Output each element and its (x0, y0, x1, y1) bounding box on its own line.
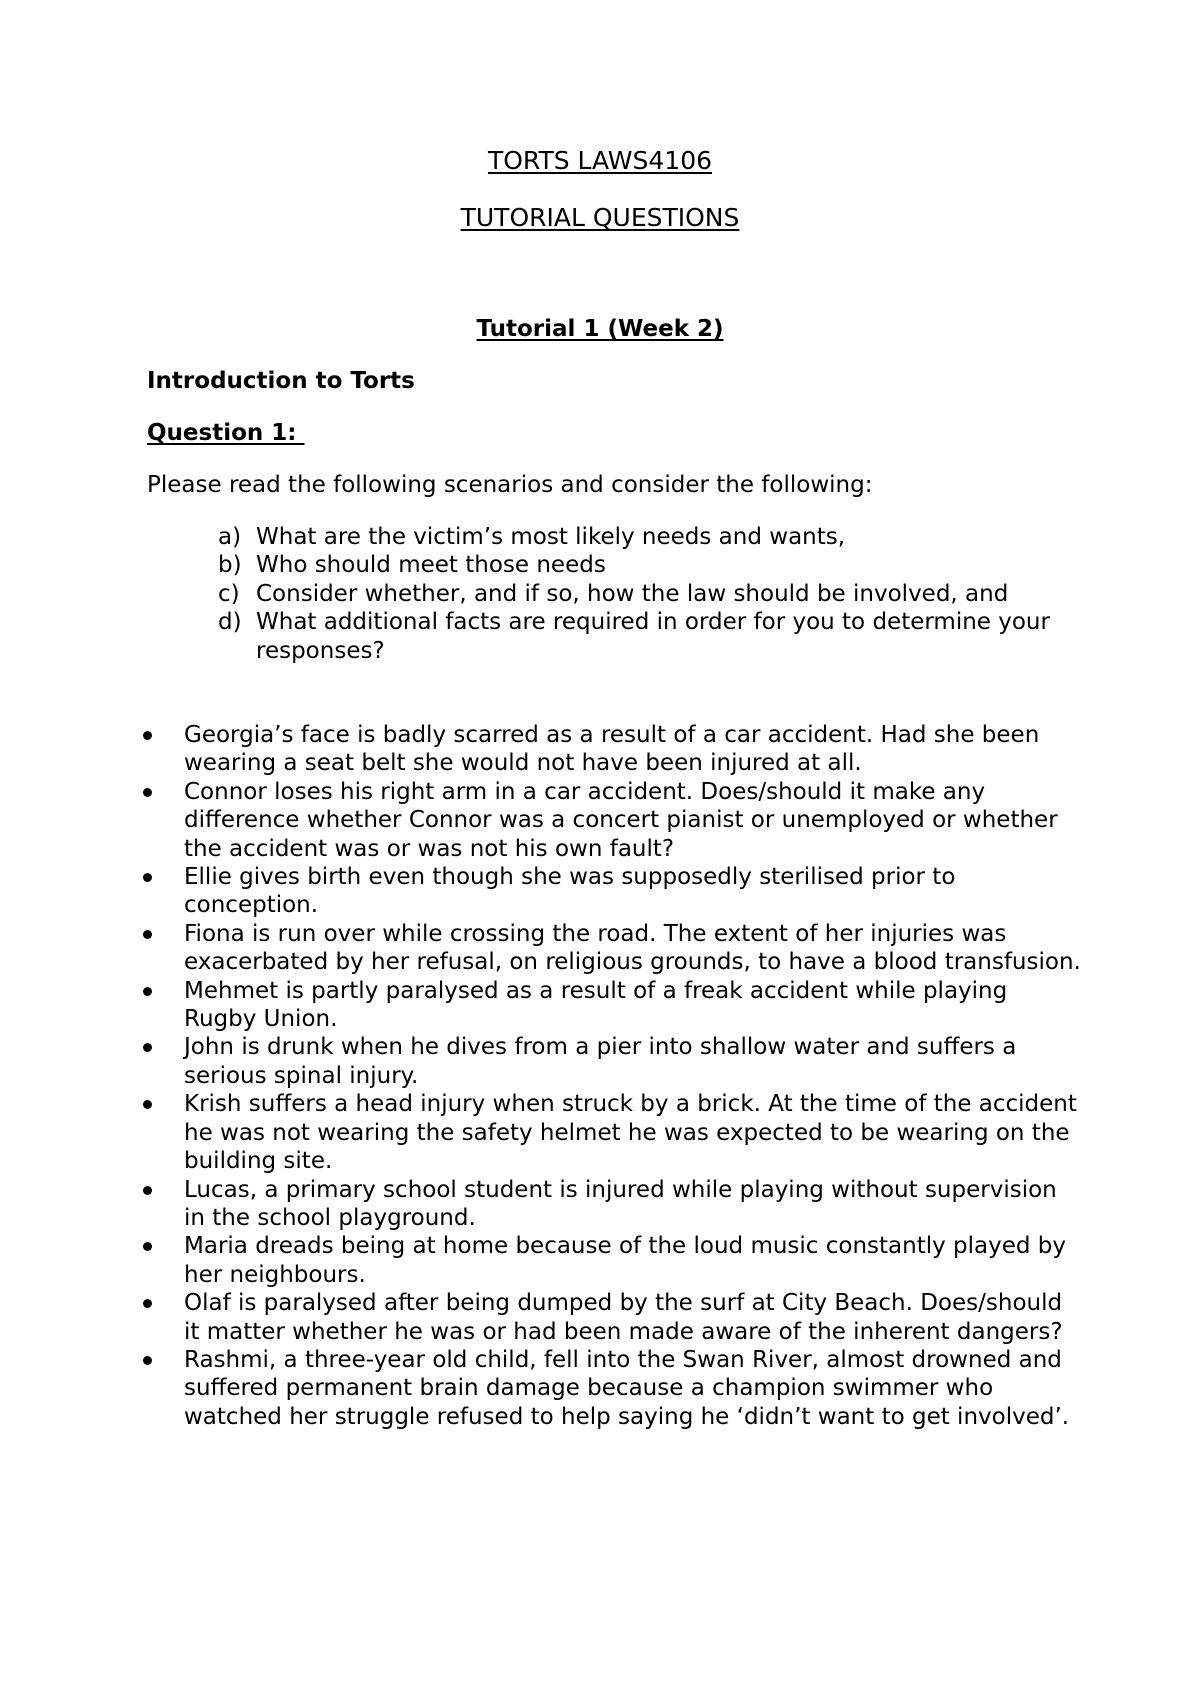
sub-question-marker: c) (218, 580, 240, 607)
document-subtitle: TUTORIAL QUESTIONS (460, 203, 740, 232)
sub-question-item (0, 523, 1076, 551)
bullet-icon (143, 1299, 152, 1308)
sub-question-item (0, 608, 1076, 665)
bullet-icon (143, 1186, 152, 1195)
bullet-icon (143, 1242, 152, 1251)
instructions-text: Please read the following scenarios and consider the following: (147, 472, 873, 498)
bullet-icon (143, 987, 152, 996)
scenario-item (0, 778, 1084, 863)
bullet-icon (143, 788, 152, 797)
topic-heading: Introduction to Torts (147, 368, 415, 394)
scenario-text: Olaf is paralysed after being dumped by the surf at City Beach. Does/should it matter whether he was or had been made aware of the inherent dangers? (184, 1290, 1063, 1345)
scenario-text: Connor loses his right arm in a car accident. Does/should it make any difference whether Connor was a concert pianist or unemployed or whether the accident was or was not his own fault? (184, 778, 1058, 862)
scenario-item (0, 977, 1084, 1034)
sub-question-text: What additional facts are required in order for you to determine your responses? (256, 609, 1050, 664)
scenario-item (0, 1232, 1084, 1289)
scenario-item (0, 1176, 1084, 1233)
tutorial-heading: Tutorial 1 (Week 2) (476, 316, 724, 342)
bullet-icon (143, 1043, 152, 1052)
bullet-icon (143, 873, 152, 882)
sub-question-marker: b) (218, 552, 242, 579)
scenario-text: Mehmet is partly paralysed as a result of a freak accident while playing Rugby Union. (184, 977, 1008, 1033)
scenario-text: Rashmi, a three-year old child, fell into the Swan River, almost drowned and suffered permanent brain damage because a champion swimmer who watched her struggle refused to help saying he ‘didn’t want to get involved’. (184, 1346, 1070, 1430)
sub-question-text: Who should meet those needs (256, 552, 606, 579)
bullet-icon (143, 1100, 152, 1109)
scenario-text: John is drunk when he dives from a pier into shallow water and suffers a serious spinal injury. (184, 1034, 1017, 1089)
sub-question-marker: a) (218, 524, 242, 550)
bullet-icon (143, 731, 152, 740)
bullet-icon (143, 1356, 152, 1365)
sub-question-list (0, 523, 1076, 665)
scenario-item (0, 1289, 1084, 1346)
scenario-item (0, 920, 1084, 977)
question-heading: Question 1: (147, 420, 305, 446)
sub-question-item (0, 551, 1076, 579)
bullet-icon (143, 930, 152, 939)
scenario-item (0, 863, 1084, 920)
scenario-text: Lucas, a primary school student is injured while playing without supervision in the school playground. (184, 1176, 1057, 1231)
scenario-item (0, 1090, 1084, 1175)
scenario-item (0, 721, 1084, 778)
sub-question-item (0, 580, 1076, 608)
document-title: TORTS LAWS4106 (487, 146, 713, 175)
sub-question-text: What are the victim’s most likely needs and wants, (256, 524, 846, 550)
sub-question-marker: d) (218, 609, 242, 636)
scenario-text: Krish suffers a head injury when struck by a brick. At the time of the accident he was not wearing the safety helmet he was expected to be wearing on the building site. (184, 1091, 1077, 1175)
scenario-text: Ellie gives birth even though she was supposedly sterilised prior to conception. (184, 864, 956, 919)
scenario-text: Georgia’s face is badly scarred as a result of a car accident. Had she been wearing a seat belt she would not have been injured at all. (184, 722, 1040, 777)
scenario-item (0, 1346, 1084, 1431)
scenario-text: Fiona is run over while crossing the road. The extent of her injuries was exacerbated by her refusal, on religious grounds, to have a blood transfusion. (184, 920, 1081, 976)
scenario-item (0, 1033, 1084, 1090)
scenario-text: Maria dreads being at home because of the loud music constantly played by her neighbours. (184, 1233, 1067, 1288)
scenario-list (0, 721, 1084, 1431)
sub-question-text: Consider whether, and if so, how the law should be involved, and (256, 580, 1009, 607)
